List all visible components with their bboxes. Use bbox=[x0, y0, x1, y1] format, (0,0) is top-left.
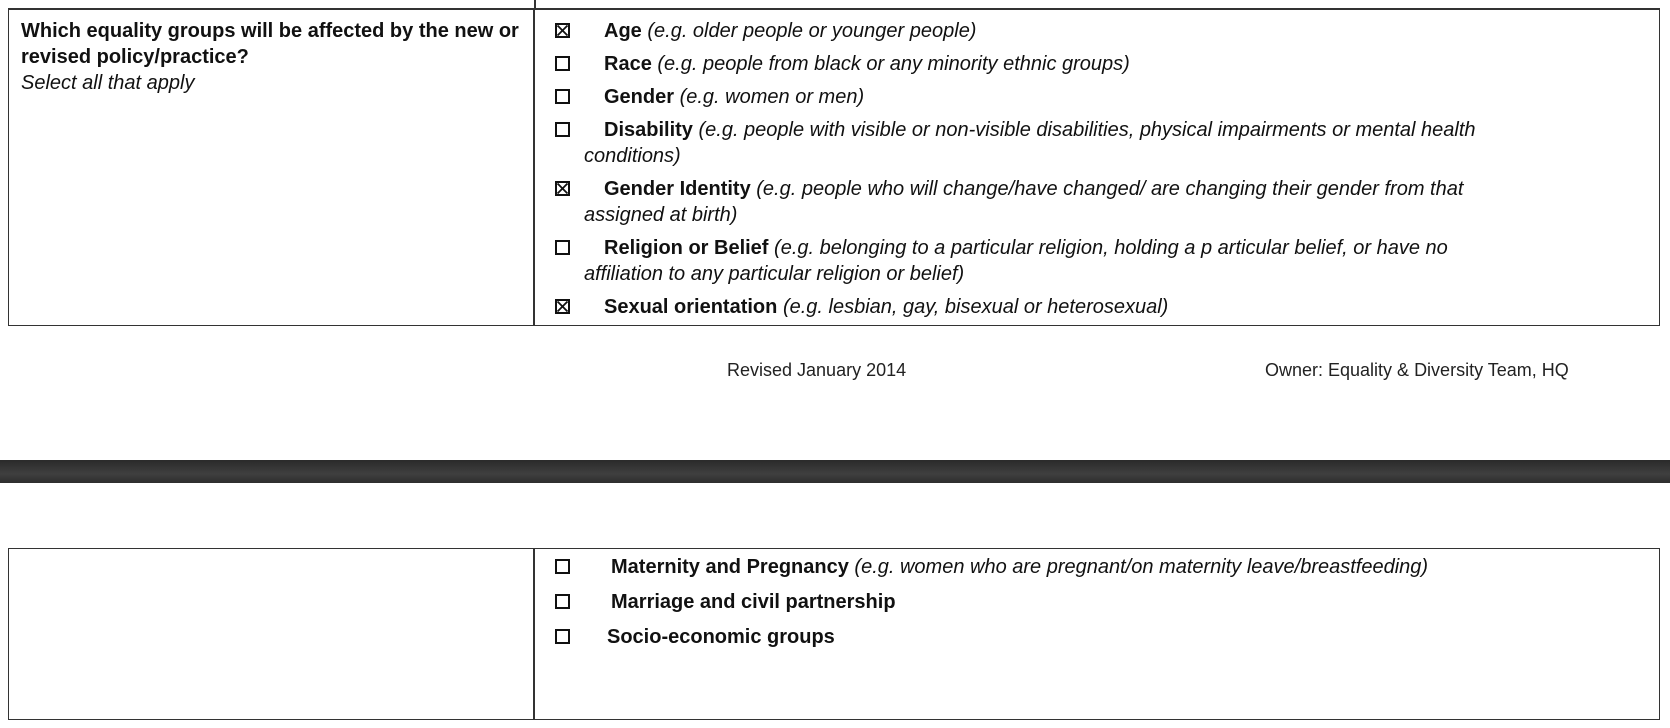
option-sexual-orientation bbox=[545, 294, 1647, 320]
option-name: Gender Identity bbox=[604, 178, 751, 200]
column-divider bbox=[533, 549, 535, 719]
option-name: Religion or Belief bbox=[604, 237, 769, 259]
question-hint: Select all that apply bbox=[21, 72, 195, 94]
age-checkbox[interactable] bbox=[555, 23, 570, 38]
marriage-civil-partnership-checkbox[interactable] bbox=[555, 594, 570, 609]
option-name: Disability bbox=[604, 119, 693, 141]
option-example: (e.g. women who are pregnant/on maternity leave/breastfeeding) bbox=[854, 556, 1429, 578]
document-owner: Owner: Equality & Diversity Team, HQ bbox=[1265, 360, 1569, 380]
option-example: (e.g. women or men) bbox=[679, 86, 865, 108]
document-page-2 bbox=[0, 483, 1670, 728]
option-example: (e.g. belonging to a particular religion, holding a p articular belief, or have no bbox=[774, 237, 1448, 259]
equality-groups-table bbox=[8, 8, 1660, 326]
options-list bbox=[543, 554, 1647, 659]
column-divider bbox=[533, 10, 535, 325]
option-race bbox=[545, 51, 1647, 77]
option-name: Socio-economic groups bbox=[607, 626, 835, 648]
option-name: Age bbox=[604, 20, 642, 42]
option-example-continued: assigned at birth) bbox=[584, 204, 738, 226]
check-cross-icon bbox=[557, 183, 568, 194]
option-example: (e.g. older people or younger people) bbox=[647, 20, 977, 42]
race-checkbox[interactable] bbox=[555, 56, 570, 71]
option-socio-economic bbox=[543, 624, 1647, 650]
option-example: (e.g. people who will change/have changed/ are changing their gender from that bbox=[756, 178, 1464, 200]
option-religion-belief bbox=[545, 235, 1647, 287]
option-maternity-pregnancy bbox=[543, 554, 1647, 580]
option-gender bbox=[545, 84, 1647, 110]
revised-date: Revised January 2014 bbox=[727, 360, 907, 380]
disability-checkbox[interactable] bbox=[555, 122, 570, 137]
option-example-continued: affiliation to any particular religion or belief) bbox=[584, 263, 965, 285]
option-name: Marriage and civil partnership bbox=[611, 591, 896, 613]
options-list bbox=[545, 18, 1647, 327]
gender-identity-checkbox[interactable] bbox=[555, 181, 570, 196]
gender-checkbox[interactable] bbox=[555, 89, 570, 104]
maternity-pregnancy-checkbox[interactable] bbox=[555, 559, 570, 574]
option-name: Race bbox=[604, 53, 652, 75]
option-name: Gender bbox=[604, 86, 675, 108]
option-example: (e.g. people from black or any minority ethnic groups) bbox=[657, 53, 1130, 75]
check-cross-icon bbox=[557, 301, 568, 312]
question-text: Which equality groups will be affected by the new or revised policy/practice? bbox=[21, 20, 519, 68]
page-break-bar bbox=[0, 460, 1670, 483]
equality-groups-table-continued bbox=[8, 548, 1660, 720]
sexual-orientation-checkbox[interactable] bbox=[555, 299, 570, 314]
option-marriage-civil-partnership bbox=[543, 589, 1647, 615]
option-disability bbox=[545, 117, 1647, 169]
option-example: (e.g. people with visible or non-visible disabilities, physical impairments or mental health bbox=[698, 119, 1476, 141]
socio-economic-checkbox[interactable] bbox=[555, 629, 570, 644]
option-gender-identity bbox=[545, 176, 1647, 228]
option-example: (e.g. lesbian, gay, bisexual or heterosexual) bbox=[782, 296, 1169, 318]
religion-belief-checkbox[interactable] bbox=[555, 240, 570, 255]
option-name: Maternity and Pregnancy bbox=[611, 556, 849, 578]
question-cell bbox=[21, 18, 521, 96]
option-name: Sexual orientation bbox=[604, 296, 778, 318]
option-example-continued: conditions) bbox=[584, 145, 681, 167]
option-age bbox=[545, 18, 1647, 44]
table-top-divider bbox=[534, 0, 536, 8]
check-cross-icon bbox=[557, 25, 568, 36]
